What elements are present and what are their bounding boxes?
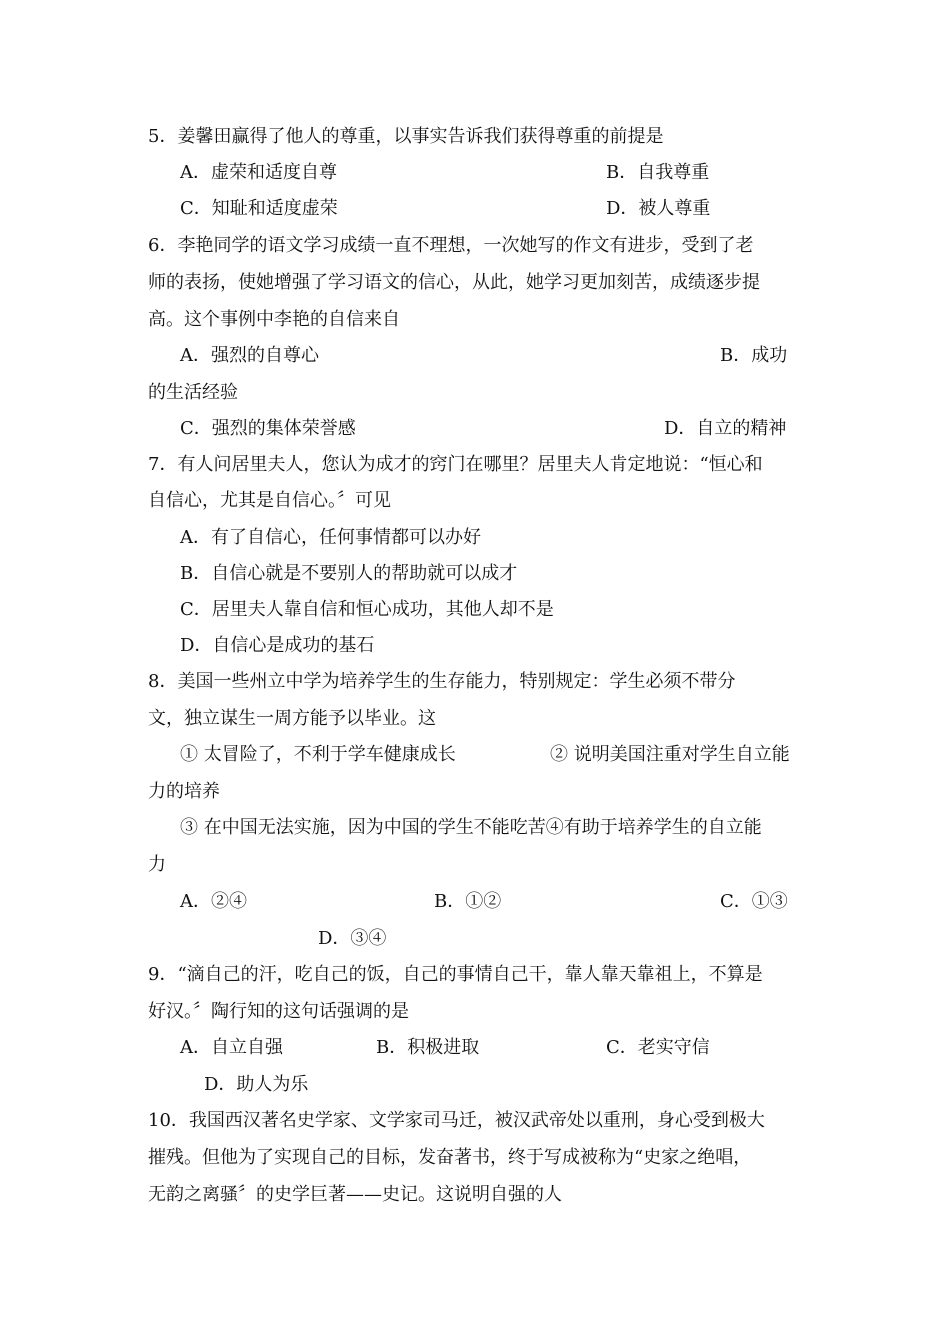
q8-statement-2-cont: 力的培养 bbox=[148, 781, 220, 802]
q7-stem-line2: 自信心，尤其是自信心。〞可见 bbox=[148, 490, 391, 511]
q7-stem-line1: 7．有人问居里夫人，您认为成才的窍门在哪里？居里夫人肯定地说：“恒心和 bbox=[148, 454, 763, 475]
q5-stem: 5．姜馨田赢得了他人的尊重，以事实告诉我们获得尊重的前提是 bbox=[148, 126, 664, 147]
q7-option-d: D．自信心是成功的基石 bbox=[180, 635, 375, 656]
q8-option-d: D．③④ bbox=[318, 928, 387, 949]
q10-stem-line2: 摧残。但他为了实现自己的目标，发奋著书，终于写成被称为“史家之绝唱， bbox=[148, 1147, 752, 1168]
q7-option-c: C．居里夫人靠自信和恒心成功，其他人却不是 bbox=[180, 599, 554, 620]
q6-option-b: B．成功 bbox=[720, 345, 788, 366]
q6-stem-line3: 高。这个事例中李艳的自信来自 bbox=[148, 309, 400, 330]
q5-option-d: D．被人尊重 bbox=[606, 198, 711, 219]
q7-option-a: A．有了自信心，任何事情都可以办好 bbox=[180, 527, 481, 548]
q10-stem-line1: 10．我国西汉著名史学家、文学家司马迁，被汉武帝处以重刑，身心受到极大 bbox=[148, 1110, 765, 1131]
q8-stem-line1: 8．美国一些州立中学为培养学生的生存能力，特别规定：学生必须不带分 bbox=[148, 671, 736, 692]
q9-stem-line2: 好汉。〞陶行知的这句话强调的是 bbox=[148, 1001, 409, 1022]
q8-option-b: B．①② bbox=[434, 891, 502, 912]
q9-option-d: D．助人为乐 bbox=[204, 1074, 309, 1095]
q10-stem-line3: 无韵之离骚〞的史学巨著——史记。这说明自强的人 bbox=[148, 1184, 562, 1205]
q8-statement-3-4: ③ 在中国无法实施，因为中国的学生不能吃苦④有助于培养学生的自立能 bbox=[180, 817, 762, 838]
q5-option-b: B．自我尊重 bbox=[606, 162, 710, 183]
q8-statement-2: ② 说明美国注重对学生自立能 bbox=[550, 744, 790, 765]
q6-stem-line2: 师的表扬，使她增强了学习语文的信心，从此，她学习更加刻苦，成绩逐步提 bbox=[148, 272, 760, 293]
q9-option-b: B．积极进取 bbox=[376, 1037, 480, 1058]
q9-stem-line1: 9．“滴自己的汗，吃自己的饭，自己的事情自己干，靠人靠天靠祖上，不算是 bbox=[148, 964, 763, 985]
q6-option-d: D．自立的精神 bbox=[664, 418, 787, 439]
q6-option-a: A．强烈的自尊心 bbox=[180, 345, 319, 366]
q8-statement-3-4-cont: 力 bbox=[148, 854, 166, 875]
q5-option-c: C．知耻和适度虚荣 bbox=[180, 198, 338, 219]
q8-option-c: C．①③ bbox=[720, 891, 788, 912]
q6-stem-line1: 6．李艳同学的语文学习成绩一直不理想，一次她写的作文有进步，受到了老 bbox=[148, 235, 754, 256]
q8-option-a: A．②④ bbox=[180, 891, 247, 912]
q9-option-a: A．自立自强 bbox=[180, 1037, 283, 1058]
q6-option-c: C．强烈的集体荣誉感 bbox=[180, 418, 356, 439]
q7-option-b: B．自信心就是不要别人的帮助就可以成才 bbox=[180, 563, 518, 584]
q6-option-b-cont: 的生活经验 bbox=[148, 382, 238, 403]
q5-option-a: A．虚荣和适度自尊 bbox=[180, 162, 337, 183]
q8-stem-line2: 文，独立谋生一周方能予以毕业。这 bbox=[148, 708, 436, 729]
q8-statement-1: ① 太冒险了，不利于学车健康成长 bbox=[180, 744, 456, 765]
q9-option-c: C．老实守信 bbox=[606, 1037, 710, 1058]
